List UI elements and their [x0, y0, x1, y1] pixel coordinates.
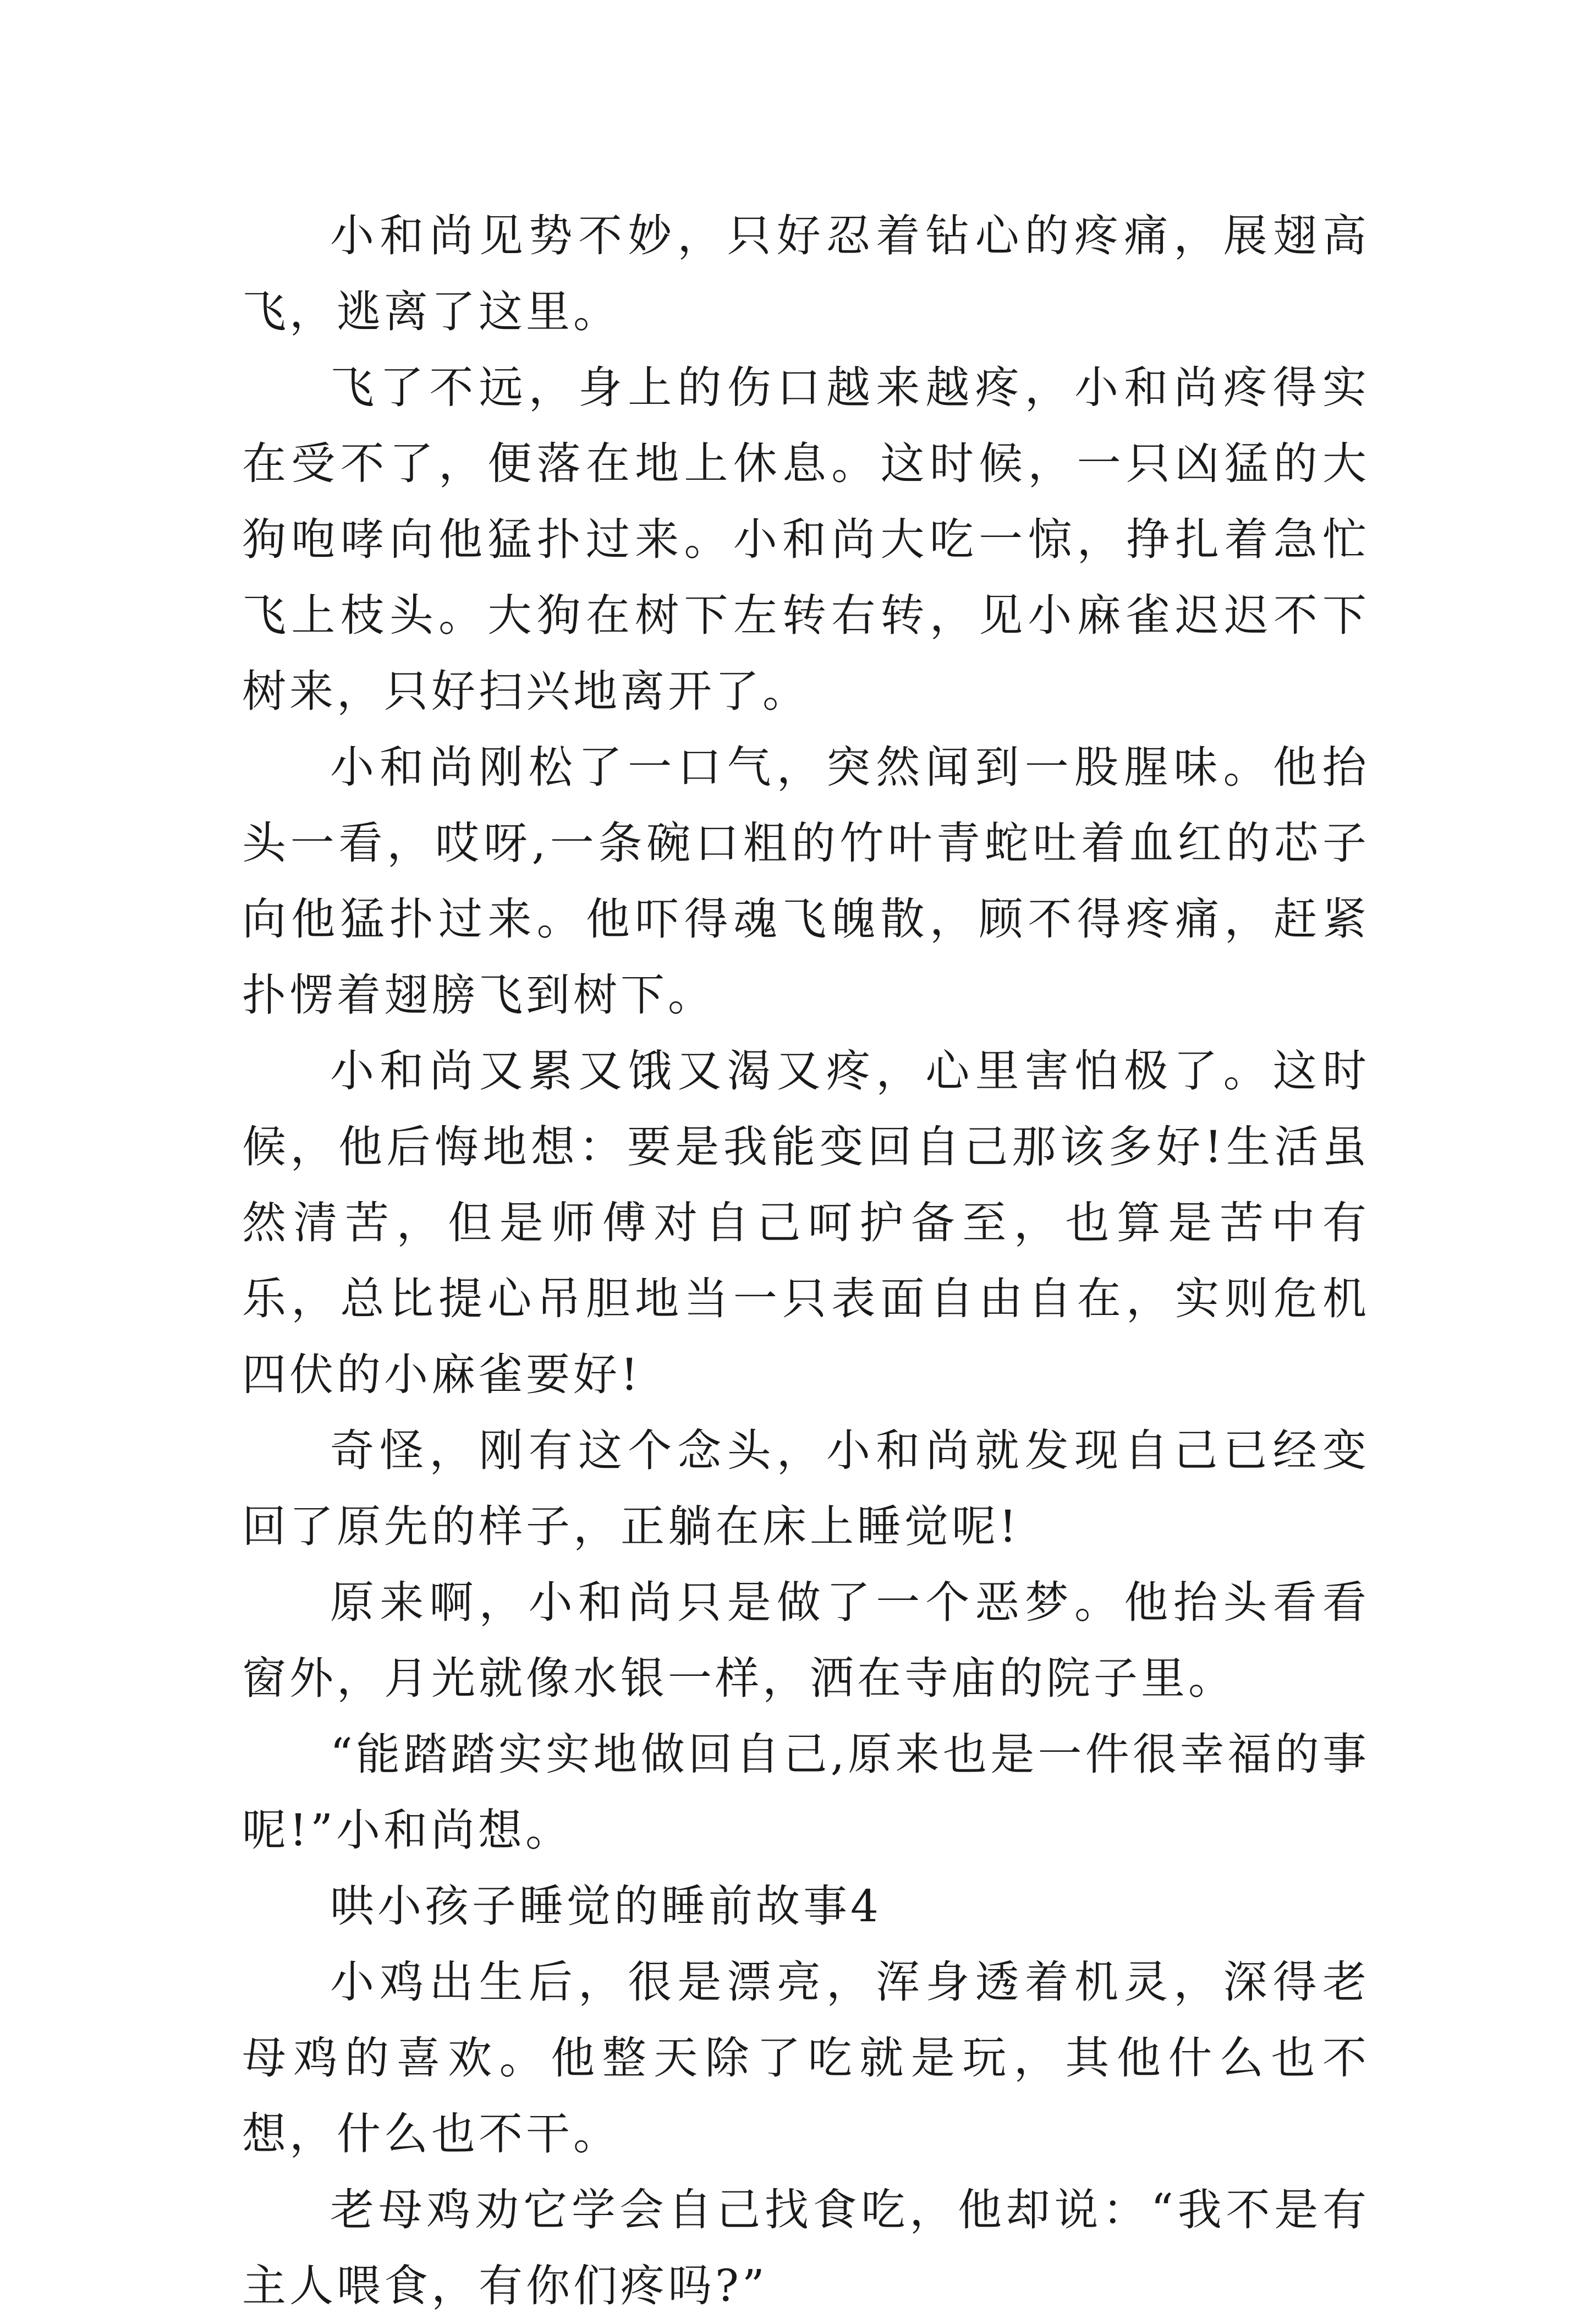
paragraph: 小鸡出生后，很是漂亮，浑身透着机灵，深得老母鸡的喜欢。他整天除了吃就是玩，其他什么也不想，什么也不干。: [242, 1956, 1370, 2159]
paragraph: 原来啊，小和尚只是做了一个恶梦。他抬头看看窗外，月光就像水银一样，洒在寺庙的院子里。: [242, 1577, 1370, 1704]
paragraph: 小和尚刚松了一口气，突然闻到一股腥味。他抬头一看，哎呀,一条碗口粗的竹叶青蛇吐着血红的芯子向他猛扑过来。他吓得魂飞魄散，顾不得疼痛，赶紧扑愣着翅膀飞到树下。: [242, 742, 1370, 1021]
quote-paragraph: “能踏踏实实地做回自己,原来也是一件很幸福的事呢!”小和尚想。: [242, 1729, 1370, 1856]
paragraph: 老母鸡劝它学会自己找食吃，他却说：“我不是有主人喂食，有你们疼吗?”: [242, 2184, 1370, 2311]
story-heading: 哄小孩子睡觉的睡前故事4: [330, 1881, 882, 1932]
paragraph: 小和尚见势不妙，只好忍着钻心的疼痛，展翅高飞，逃离了这里。: [242, 210, 1370, 337]
paragraph: 奇怪，刚有这个念头，小和尚就发现自己已经变回了原先的样子，正躺在床上睡觉呢!: [242, 1425, 1370, 1552]
story-text-body: [242, 198, 1370, 2324]
paragraph: 飞了不远，身上的伤口越来越疼，小和尚疼得实在受不了，便落在地上休息。这时候，一只凶猛的大狗咆哮向他猛扑过来。小和尚大吃一惊，挣扎着急忙飞上枝头。大狗在树下左转右转，见小麻雀迟迟不下树来，只好扫兴地离开了。: [242, 362, 1370, 717]
paragraph: 小和尚又累又饿又渴又疼，心里害怕极了。这时候，他后悔地想：要是我能变回自己那该多好!生活虽然清苦，但是师傅对自己呵护备至，也算是苦中有乐，总比提心吊胆地当一只表面自由自在，实则危机四伏的小麻雀要好!: [242, 1045, 1370, 1400]
